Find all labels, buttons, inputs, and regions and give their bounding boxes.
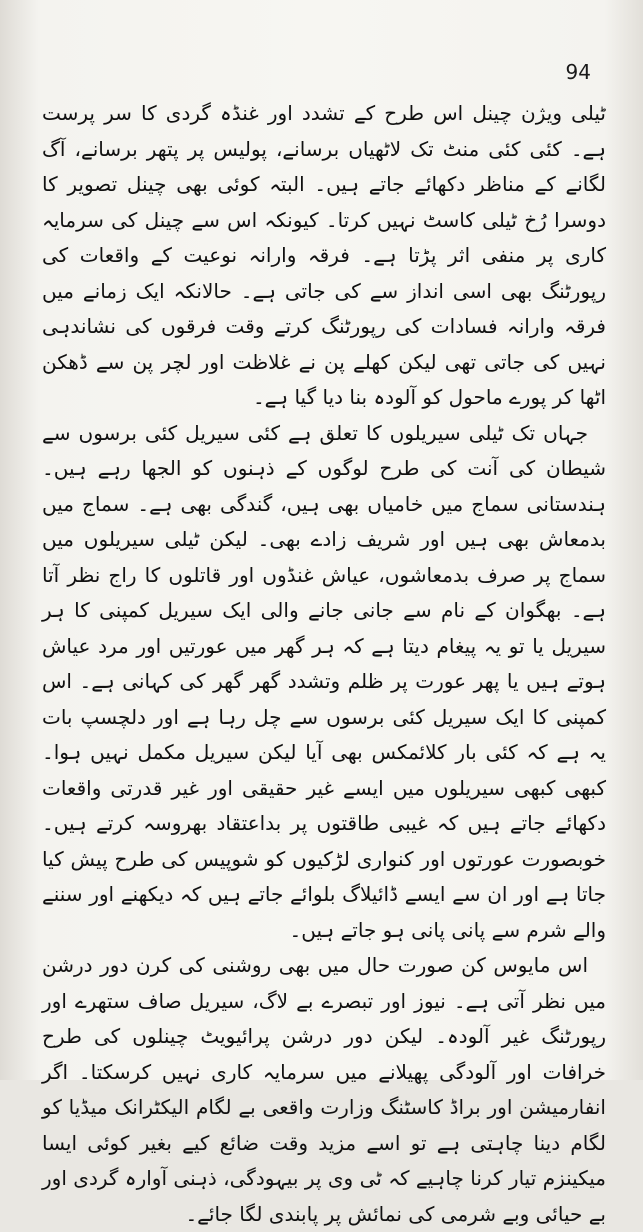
paragraph-1: ٹیلی ویژن چینل اس طرح کے تشدد اور غنڈہ گردی کا سر پرست ہے۔ کئی کئی منٹ تک لاٹھیاں برسانے، پولیس پر پتھر برسانے، آگ لگانے کے مناظر دکھائے جاتے ہیں۔ البتہ کوئی بھی چینل تصویر کا دوسرا رُخ ٹیلی کاسٹ نہیں کرتا۔ کیونکہ اس سے چینل کی سرمایہ کاری پر منفی اثر پڑتا ہے۔ فرقہ وارانہ نوعیت کے واقعات کی رپورٹنگ بھی اسی انداز سے کی جاتی ہے۔ حالانکہ ایک زمانے میں فرقہ وارانہ فسادات کی رپورٹنگ کرتے وقت فرقوں کی نشاندہی نہیں کی جاتی تھی لیکن کھلے پن نے غلاظت اور لچر پن سے ڈھکن اٹھا کر پورے ماحول کو آلودہ بنا دیا گیا ہے۔: [42, 101, 606, 409]
body-text: [42, 96, 606, 1232]
paragraph-2: جہاں تک ٹیلی سیریلوں کا تعلق ہے کئی سیریل کئی برسوں سے شیطان کی آنت کی طرح لوگوں کے ذہنوں کو الجھا رہے ہیں۔ ہندستانی سماج میں خامیاں بھی ہیں، گندگی بھی ہے۔ سماج میں بدمعاش بھی ہیں اور شریف زادے بھی۔ لیکن ٹیلی سیریلوں میں سماج پر صرف بدمعاشوں، عیاش غنڈوں اور قاتلوں کا راج نظر آتا ہے۔ بھگوان کے نام سے جانی جانے والی ایک سیریل کمپنی کا ہر سیریل یا تو یہ پیغام دیتا ہے کہ ہر گھر میں عورتیں اور مرد عیاش ہوتے ہیں یا پھر عورت پر ظلم وتشدد گھر گھر کی کہانی ہے۔ اس کمپنی کا ایک سیریل کئی برسوں سے چل رہا ہے اور دلچسپ بات یہ ہے کہ کئی بار کلائمکس بھی آیا لیکن سیریل مکمل نہیں ہوا۔ کبھی کبھی سیریلوں میں ایسے غیر حقیقی اور غیر قدرتی واقعات دکھائے جاتے ہیں کہ غیبی طاقتوں پر بداعتقاد بھروسہ کرتے ہیں۔ خوبصورت عورتوں اور کنواری لڑکیوں کو شوپیس کی طرح پیش کیا جاتا ہے اور ان سے ایسے ڈائیلاگ بلوائے جاتے ہیں کہ دیکھنے اور سننے والے شرم سے پانی پانی ہو جاتے ہیں۔: [42, 420, 606, 942]
paragraph-3: اس مایوس کن صورت حال میں بھی روشنی کی کرن دور درشن میں نظر آتی ہے۔ نیوز اور تبصرے بے لاگ، سیریل صاف ستھرے اور رپورٹنگ غیر آلودہ۔ لیکن دور درشن پرائیویٹ چینلوں کی طرح خرافات اور آلودگی پھیلانے میں سرمایہ کاری نہیں کرسکتا۔ اگر انفارمیشن اور براڈ کاسٹنگ وزارت واقعی بے لگام الیکٹرانک میڈیا کو لگام دینا چاہتی ہے تو اسے مزید وقت ضائع کیے بغیر کوئی ایسا میکینزم تیار کرنا چاہیے کہ ٹی وی پر بیہودگی، ذہنی آوارہ گردی اور بے حیائی وبے شرمی کی نمائش پر پابندی لگا جائے۔: [42, 953, 606, 1226]
page-number: 94: [565, 60, 591, 84]
